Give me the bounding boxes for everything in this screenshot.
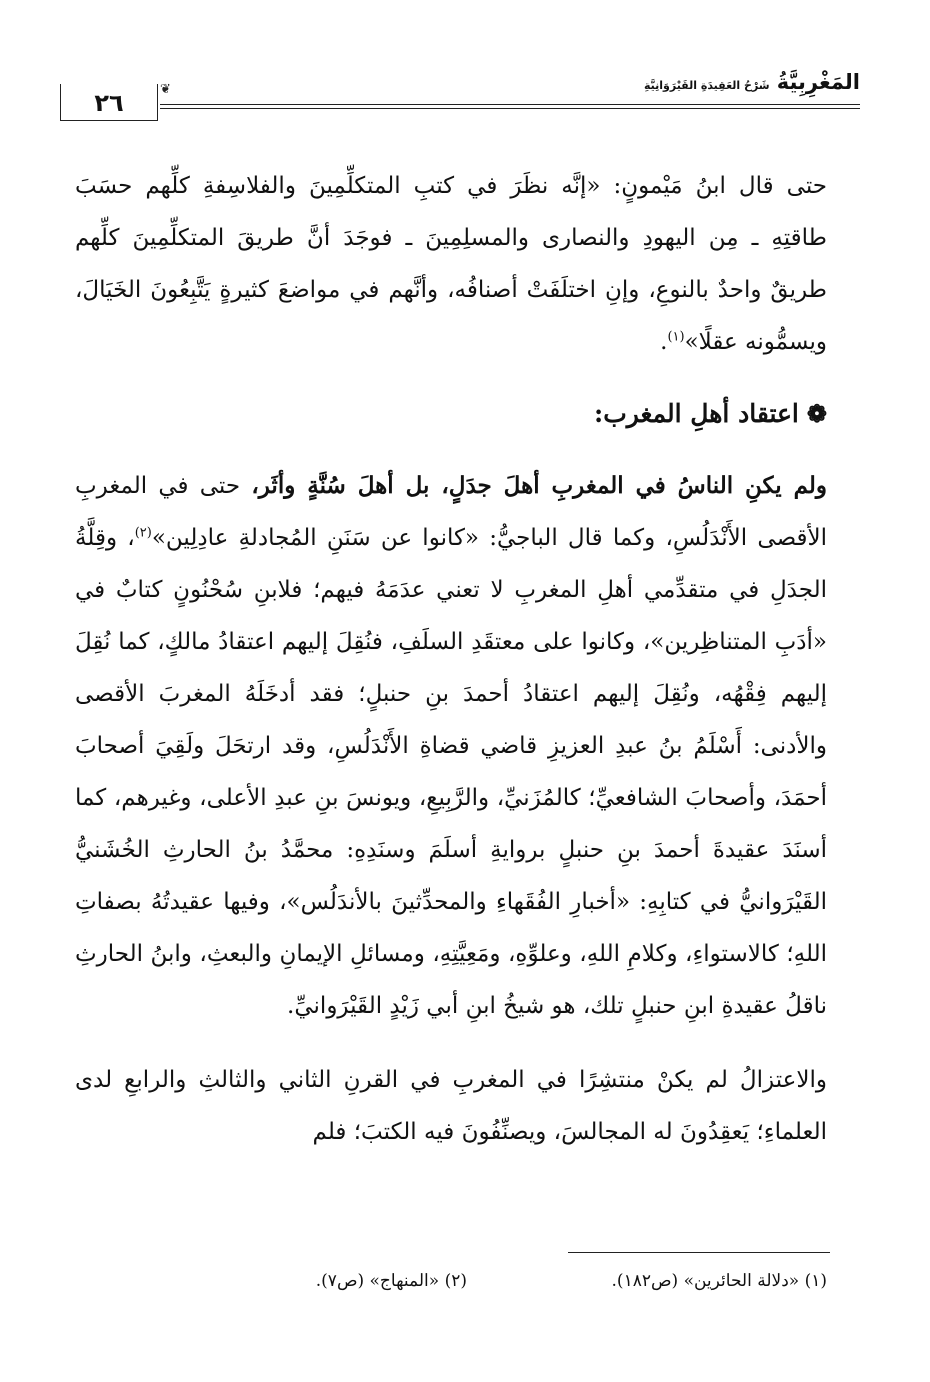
footnote-separator xyxy=(568,1252,830,1253)
paragraph-lead: ولم يكنِ الناسُ في المغربِ أهلَ جدَلٍ، بل أهلَ سُنَّةٍ وأثَر، xyxy=(251,472,827,499)
heading-text: اعتقاد أهلِ المغرب: xyxy=(593,399,799,428)
ornament-icon: ❦ xyxy=(160,82,171,97)
page-body xyxy=(75,160,827,1158)
book-subtitle: شَرْحُ العَقِيدَةِ القَيْرَوَانِيَّةِ xyxy=(643,79,770,92)
heading-ornament-icon: ❁ xyxy=(806,399,827,428)
header-rule xyxy=(160,104,860,105)
paragraph-text: حتى في المغربِ الأقصى الأَنْدَلُسِ، وكما قال الباجيُّ: «كانوا عن سَنَنِ المُجادلةِ عادِلِين» xyxy=(75,473,828,551)
section-heading xyxy=(75,388,827,440)
paragraph xyxy=(75,460,827,1032)
footnote: (١) «دلالة الحائرين» (ص١٨٢). xyxy=(611,1271,827,1291)
paragraph-end: . xyxy=(660,329,668,355)
paragraph xyxy=(75,160,827,368)
book-title: المَغْرِبِيَّةُ xyxy=(776,70,860,94)
footnotes xyxy=(75,1268,827,1294)
footnote-ref: (٢) xyxy=(134,525,152,541)
paragraph-text: ، وقِلَّةُ الجدَلِ في متقدِّمي أهلِ المغربِ لا تعني عدَمَهُ فيهم؛ فلابنِ سُحْنُونٍ كتابٌ في «أدَبِ المتناظِرين»، وكانوا على معتقَدِ السلَفِ، فنُقِلَ إليهم اعتقادُ مالكٍ، كما نُقِلَ إليهم فِقْهُه، ونُقِلَ إليهم اعتقادُ أحمدَ بنِ حنبلٍ؛ فقد أدخَلَهُ المغربَ الأقصى والأدنى: أَسْلَمُ بنُ عبدِ العزيزِ قاضي قضاةِ الأَنْدَلُسِ، وقد ارتحَلَ ولَقِيَ أصحابَ أحمَدَ، وأصحابَ الشافعيِّ؛ كالمُزَنيِّ، والرَّبِيعِ، ويونسَ بنِ عبدِ الأعلى، وغيرهم، كما أسنَدَ عقيدةَ أحمدَ بنِ حنبلٍ بروايةِ أسلَمَ وسنَدِهِ: محمَّدُ بنُ الحارثِ الخُشَنيُّ القَيْرَوانيُّ في كتابِهِ: «أخبارِ الفُقَهاءِ والمحدِّثينَ بالأندَلُس»، وفيها عقيدتُهُ بصفاتِ اللهِ؛ كالاستواءِ، وكلامِ اللهِ، وعلوِّهِ، ومَعِيَّتِهِ، ومسائلِ الإيمانِ والبعثِ، وابنُ الحارثِ ناقلُ عقيدةِ ابنِ حنبلٍ تلك، هو شيخُ ابنِ أبي زَيْدٍ القَيْرَوانيِّ. xyxy=(75,525,827,1019)
header-rule-thin xyxy=(160,108,860,109)
page-header xyxy=(60,62,860,132)
running-title xyxy=(644,70,860,94)
paragraph-text: حتى قال ابنُ مَيْمونٍ: «إنَّه نظَرَ في كتبِ المتكلِّمِينَ والفلاسِفةِ كلِّهم حسَبَ طاقتِهِ ـ مِن اليهودِ والنصارى والمسلِمِينَ ـ فوجَدَ أنَّ طريقَ المتكلِّمِينَ كلِّهم طريقٌ واحدٌ بالنوعِ، وإنِ اختلَفَتْ أصنافُه، وأنَّهم في مواضعَ كثيرةٍ يَتَّبِعُونَ الخَيَالَ، ويسمُّونه عقلًا» xyxy=(75,173,827,355)
footnote-ref: (١) xyxy=(667,329,685,345)
page-number: ٢٦ xyxy=(60,84,158,121)
paragraph: والاعتزالُ لم يكنْ منتشِرًا في المغربِ في القرنِ الثاني والثالثِ والرابعِ لدى العلماءِ؛ يَعقِدُونَ له المجالسَ، ويصنِّفُونَ فيه الكتبَ؛ فلم xyxy=(75,1067,827,1145)
footnote: (٢) «المنهاج» (ص٧). xyxy=(315,1271,467,1291)
